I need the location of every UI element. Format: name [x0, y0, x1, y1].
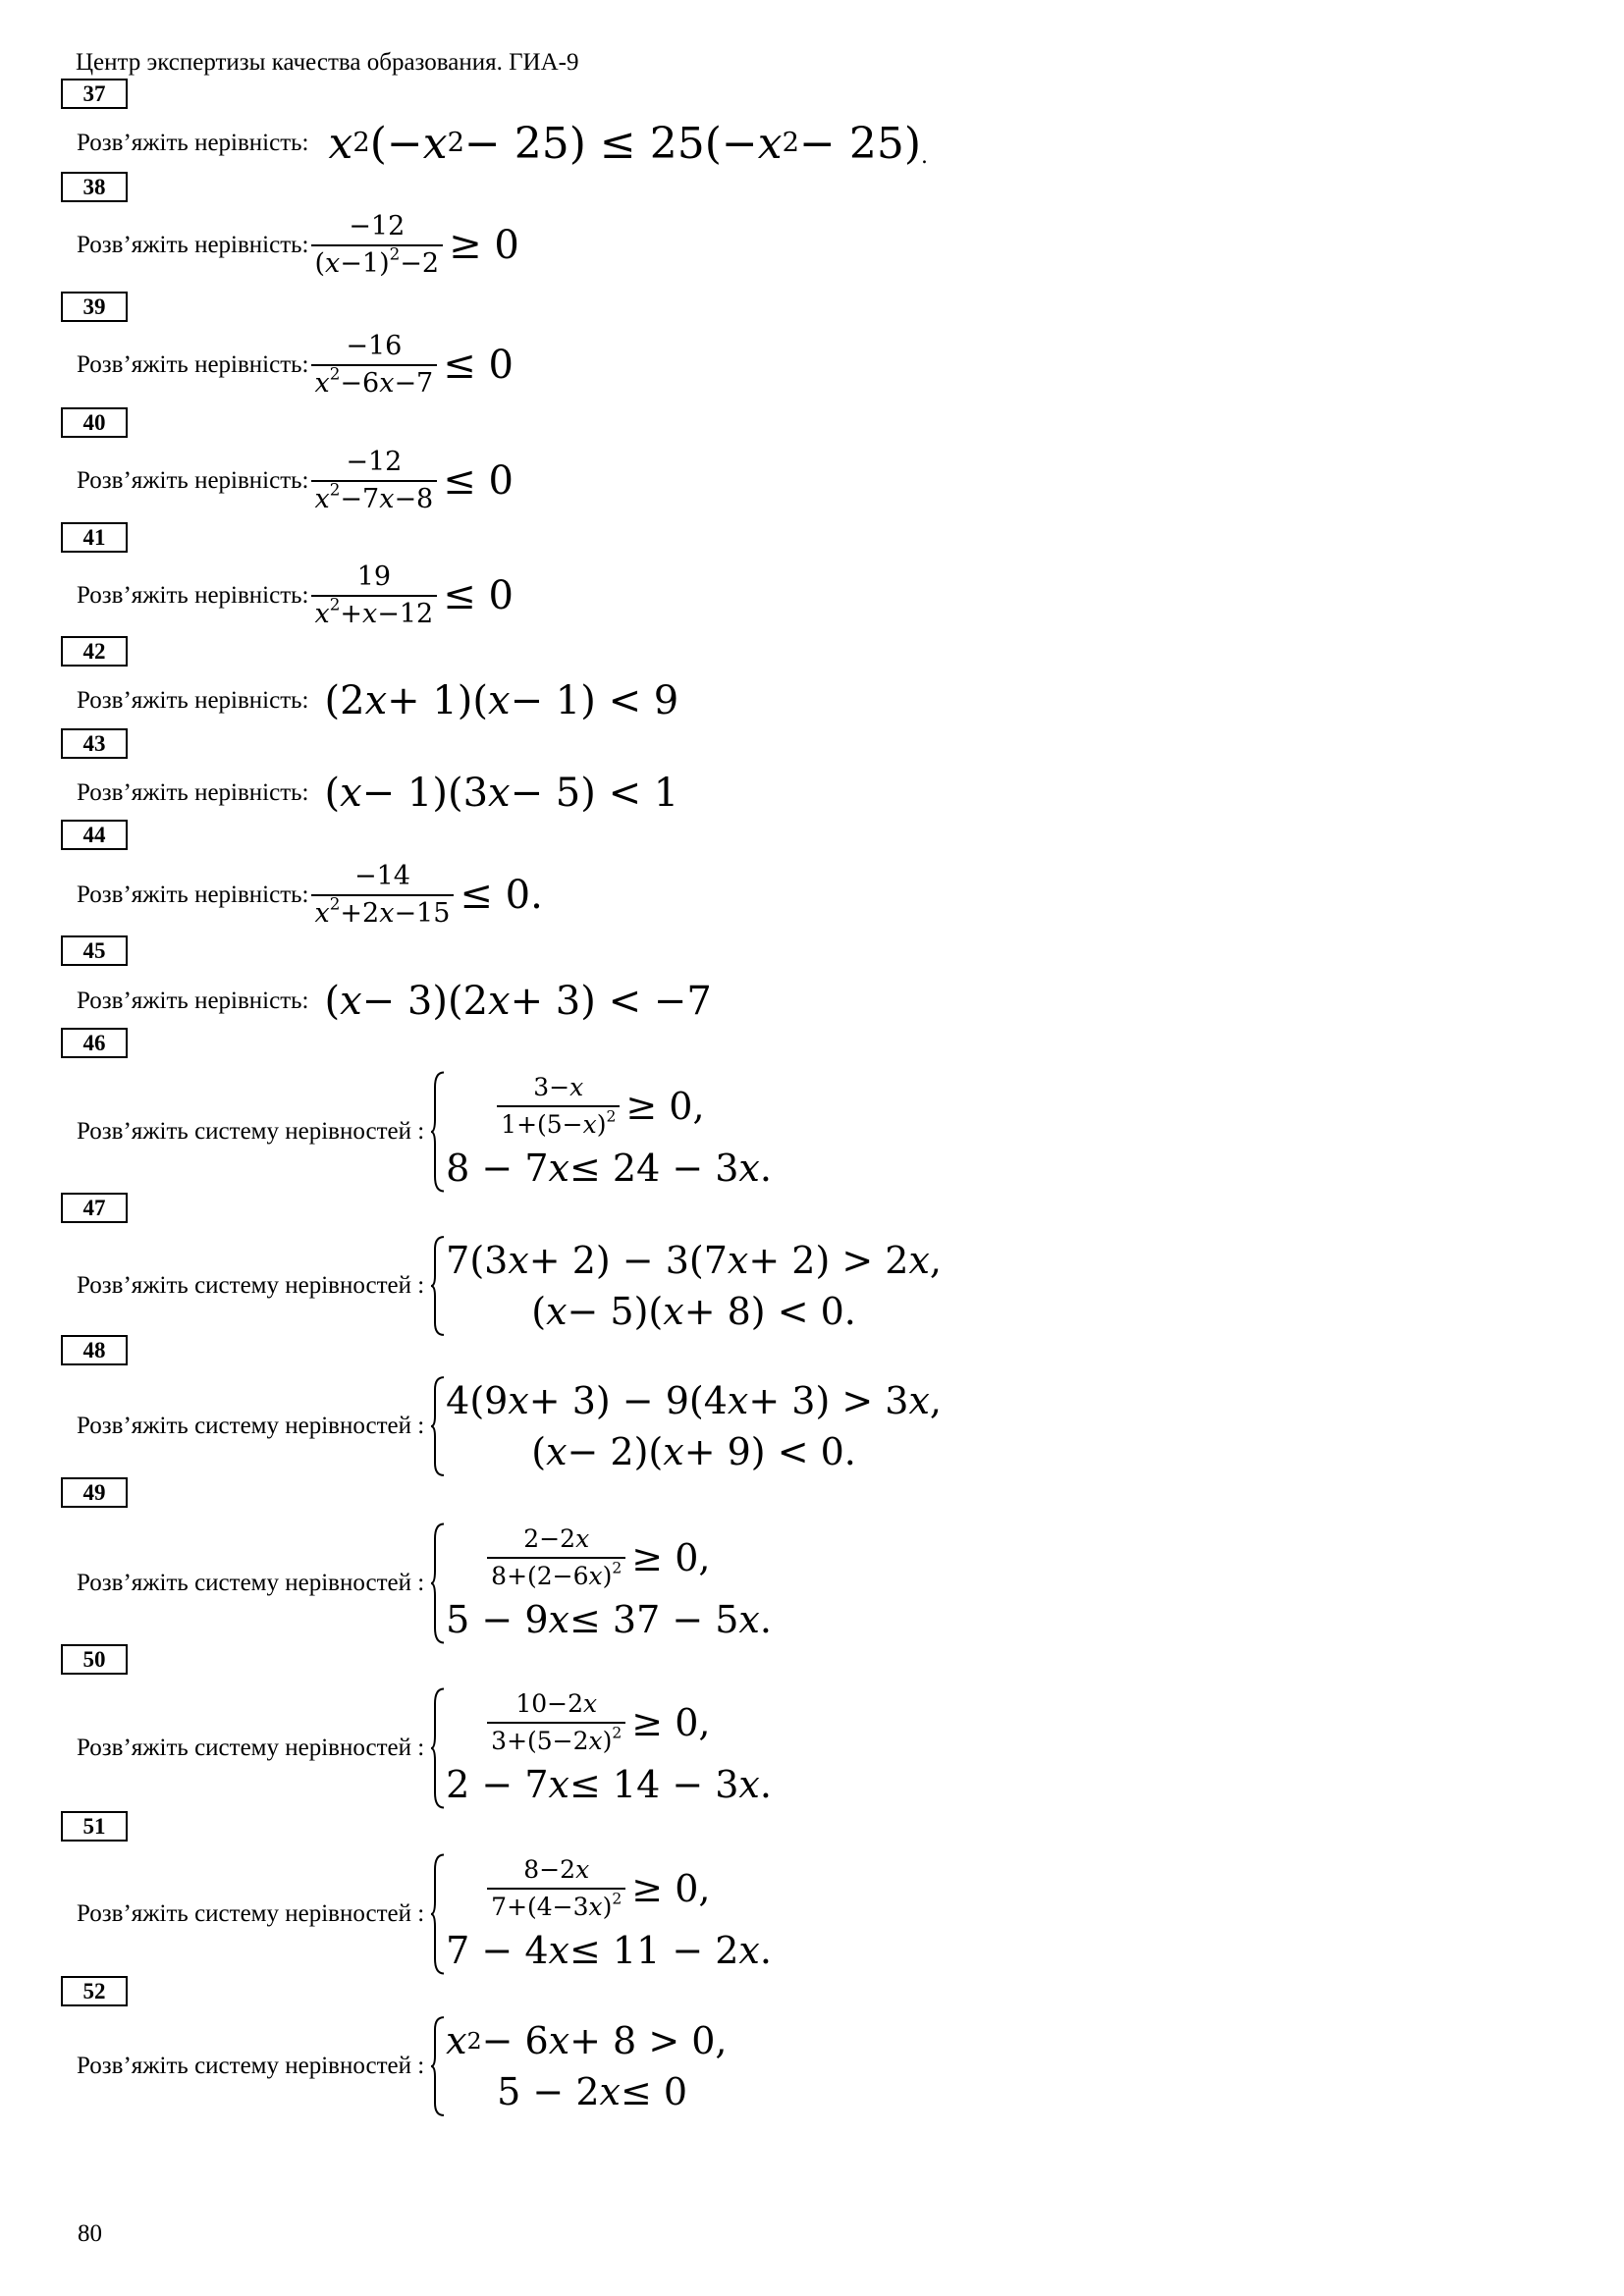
problem-46 — [77, 1065, 772, 1199]
problem-label: Розв’яжіть нерівність: — [77, 351, 309, 378]
problem-38 — [77, 206, 519, 285]
problem-label: Розв’яжіть нерівність: — [77, 582, 309, 609]
problem-number-48: 48 — [61, 1335, 128, 1365]
problem-label: Розв’яжіть нерівність: — [77, 687, 309, 714]
system-brace — [430, 2015, 446, 2117]
problem-number-46: 46 — [61, 1028, 128, 1058]
problem-43 — [77, 766, 678, 821]
problem-48 — [77, 1372, 942, 1480]
problem-number-50: 50 — [61, 1644, 128, 1675]
inequality-system: x 2 − 6 x + 8 > 0, 5 − 2 x ≤ 0 — [430, 2015, 727, 2117]
problem-50 — [77, 1682, 772, 1815]
system-brace — [430, 1070, 446, 1194]
problem-label: Розв’яжіть систему нерівностей : — [77, 1570, 425, 1596]
problem-37 — [77, 116, 928, 171]
inequality-system: $\frac{10-2x}{3+(5-2x)^2}$ ≥ 0, 2 − 7 x ≤ 14 − 3 x . — [430, 1686, 772, 1810]
problem-number-39: 39 — [61, 292, 128, 322]
problem-number-45: 45 — [61, 935, 128, 966]
problem-number-43: 43 — [61, 728, 128, 759]
problem-number-51: 51 — [61, 1811, 128, 1842]
problem-number-38: 38 — [61, 172, 128, 202]
problem-44 — [77, 856, 543, 934]
inequality-expression: $\frac{-16}{x^2-6x-7}$ ≤ 0 — [309, 329, 514, 401]
inequality-system: 7(3 x + 2) − 3(7 x + 2) > 2 x , ( x − 5)( x + 8) < 0. — [430, 1235, 942, 1337]
system-brace — [430, 1375, 446, 1477]
problem-51 — [77, 1847, 772, 1981]
page-header: Центр экспертизы качества образования. ГИА-9 — [76, 49, 579, 76]
inequality-expression: $\frac{-12}{x^2-7x-8}$ ≤ 0 — [309, 445, 514, 517]
inequality-expression: (2 x + 1)( x − 1) < 9 — [324, 678, 679, 723]
inequality-system: $\frac{2-2x}{8+(2-6x)^2}$ ≥ 0, 5 − 9 x ≤ 37 − 5 x . — [430, 1522, 772, 1645]
problem-number-37: 37 — [61, 79, 128, 109]
problem-label: Розв’яжіть нерівність: — [77, 988, 309, 1014]
problem-label: Розв’яжіть нерівність: — [77, 779, 309, 806]
inequality-system: $\frac{3-x}{1+(5-x)^2}$ ≥ 0, 8 − 7 x ≤ 24 − 3 x . — [430, 1070, 772, 1194]
problem-52 — [77, 2012, 728, 2120]
problem-number-47: 47 — [61, 1193, 128, 1223]
problem-47 — [77, 1232, 942, 1340]
inequality-expression: ( x − 1)(3 x − 5) < 1 — [324, 771, 679, 816]
system-brace — [430, 1235, 446, 1337]
inequality-expression: $\frac{-12}{(x-1)^2-2}$ ≥ 0 — [309, 209, 519, 282]
problem-label: Розв’яжіть нерівність: — [77, 467, 309, 494]
inequality-system: 4(9 x + 3) − 9(4 x + 3) > 3 x , ( x − 2)( x + 9) < 0. — [430, 1375, 942, 1477]
inequality-expression: ( x − 3)(2 x + 3) < −7 — [324, 979, 712, 1024]
problem-40 — [77, 442, 514, 520]
problem-49 — [77, 1517, 772, 1650]
problem-41 — [77, 557, 514, 635]
inequality-expression: x 2 (− x 2 − 25) ≤ 25(− x 2 − 25) . — [328, 118, 928, 169]
inequality-expression: $\frac{19}{x^2+x-12}$ ≤ 0 — [309, 560, 514, 632]
problem-number-49: 49 — [61, 1477, 128, 1508]
page-number: 80 — [78, 2220, 102, 2247]
problem-42 — [77, 673, 678, 728]
problem-label: Розв’яжіть систему нерівностей : — [77, 2053, 425, 2079]
problem-number-41: 41 — [61, 522, 128, 553]
system-brace — [430, 1522, 446, 1645]
problem-label: Розв’яжіть систему нерівностей : — [77, 1272, 425, 1299]
inequality-expression: $\frac{-14}{x^2+2x-15}$ ≤ 0. — [309, 859, 543, 932]
problem-number-42: 42 — [61, 636, 128, 667]
problem-label: Розв’яжіть нерівність: — [77, 232, 309, 258]
problem-label: Розв’яжіть систему нерівностей : — [77, 1413, 425, 1439]
problem-number-52: 52 — [61, 1976, 128, 2006]
problem-label: Розв’яжіть систему нерівностей : — [77, 1900, 425, 1927]
problem-number-40: 40 — [61, 407, 128, 438]
problem-39 — [77, 326, 514, 404]
system-brace — [430, 1852, 446, 1976]
problem-45 — [77, 974, 712, 1029]
problem-number-44: 44 — [61, 820, 128, 850]
problem-label: Розв’яжіть систему нерівностей : — [77, 1735, 425, 1761]
problem-label: Розв’яжіть систему нерівностей : — [77, 1118, 425, 1145]
system-brace — [430, 1686, 446, 1810]
problem-label: Розв’яжіть нерівність: — [77, 130, 309, 156]
problem-label: Розв’яжіть нерівність: — [77, 881, 309, 908]
inequality-system: $\frac{8-2x}{7+(4-3x)^2}$ ≥ 0, 7 − 4 x ≤ 11 − 2 x . — [430, 1852, 772, 1976]
